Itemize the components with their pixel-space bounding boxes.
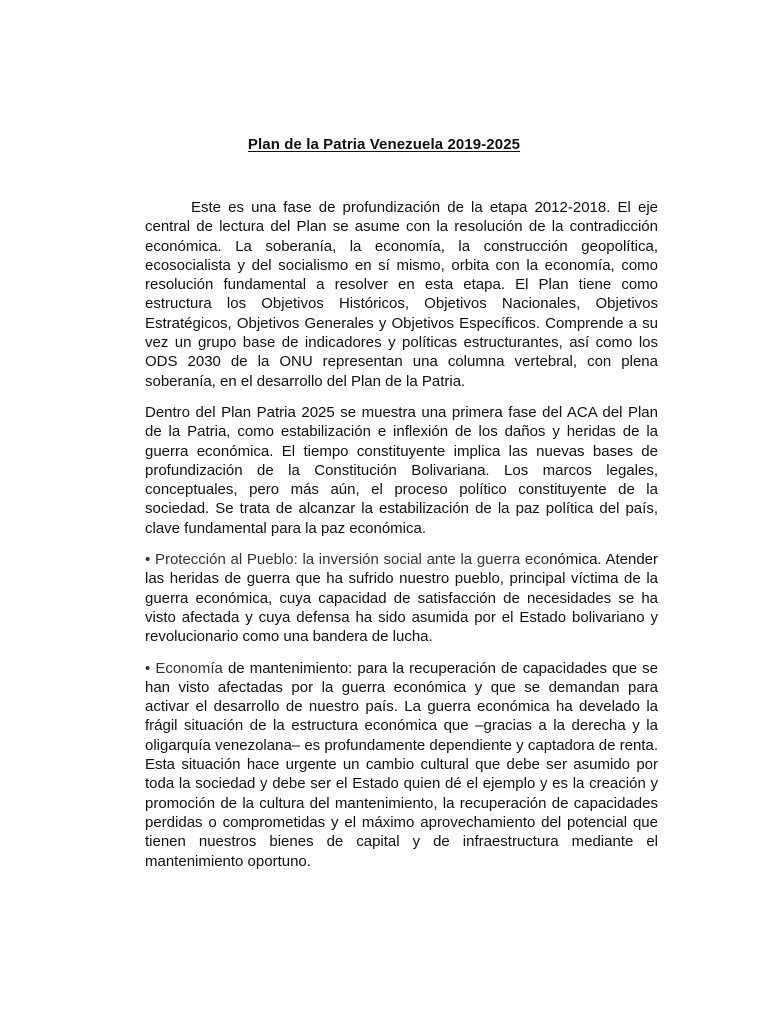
bullet-economia-mantenimiento xyxy=(145,659,658,871)
bullet-text: nómica. Atender las heridas de guerra que ha sufrido nuestro pueblo, principal víctima de la guerra económica, cuya capacidad de satisfacción de necesidades se ha visto afectada y cuya defensa ha sido asumida por el Estado bolivariano y revolucionario como una bandera de lucha. xyxy=(145,551,659,646)
bullet-text: de mantenimiento: para la recuperación de capacidades que se han visto afectadas por la guerra económica y que se demandan para activar el desarrollo de nuestro país. La guerra económica ha develado la frágil situación de la estructura económica que –gracias a la derecha y la oligarquía venezolana– es profundamente dependiente y captadora de renta. Esta situación hace urgente un cambio cultural que debe ser asumido por toda la sociedad y debe ser el Estado quien dé el ejemplo y es la creación y promoción de la cultura del mantenimiento, la recuperación de capacidades perdidas o comprometidas y el máximo aprovechamiento del potencial que tienen nuestros bienes de capital y de infraestructura mediante el mantenimiento oportuno. xyxy=(145,659,658,870)
bullet-proteccion-pueblo xyxy=(145,550,658,646)
paragraph-plan-patria: Dentro del Plan Patria 2025 se muestra una primera fase del ACA del Plan de la Patria, como estabilización e inflexión de los daños y heridas de la guerra económica. El tiempo constituyente implica las nuevas bases de profundización de la Constitución Bolivariana. Los marcos legales, conceptuales, pero más aún, el proceso político constituyente de la sociedad. Se trata de alcanzar la estabilización de la paz política del país, clave fundamental para la paz económica. xyxy=(145,403,658,537)
bullet-lead: • Protección al Pueblo: la inversión social ante la guerra eco xyxy=(145,551,550,569)
document-body xyxy=(145,198,658,883)
document-title: Plan de la Patria Venezuela 2019-2025 xyxy=(247,136,521,153)
paragraph-intro: Este es una fase de profundización de la etapa 2012-2018. El eje central de lectura del Plan se asume con la resolución de la contradicción económica. La soberanía, la economía, la construcción geopolítica, ecosocialista y del socialismo en sí mismo, orbita con la economía, como resolución fundamental a resolver en esta etapa. El Plan tiene como estructura los Objetivos Históricos, Objetivos Nacionales, Objetivos Estratégicos, Objetivos Generales y Objetivos Específicos. Comprende a su vez un grupo base de indicadores y políticas estructurantes, así como los ODS 2030 de la ONU representan una columna vertebral, con plena soberanía, en el desarrollo del Plan de la Patria. xyxy=(145,199,658,390)
bullet-lead: • Economía xyxy=(145,659,223,677)
